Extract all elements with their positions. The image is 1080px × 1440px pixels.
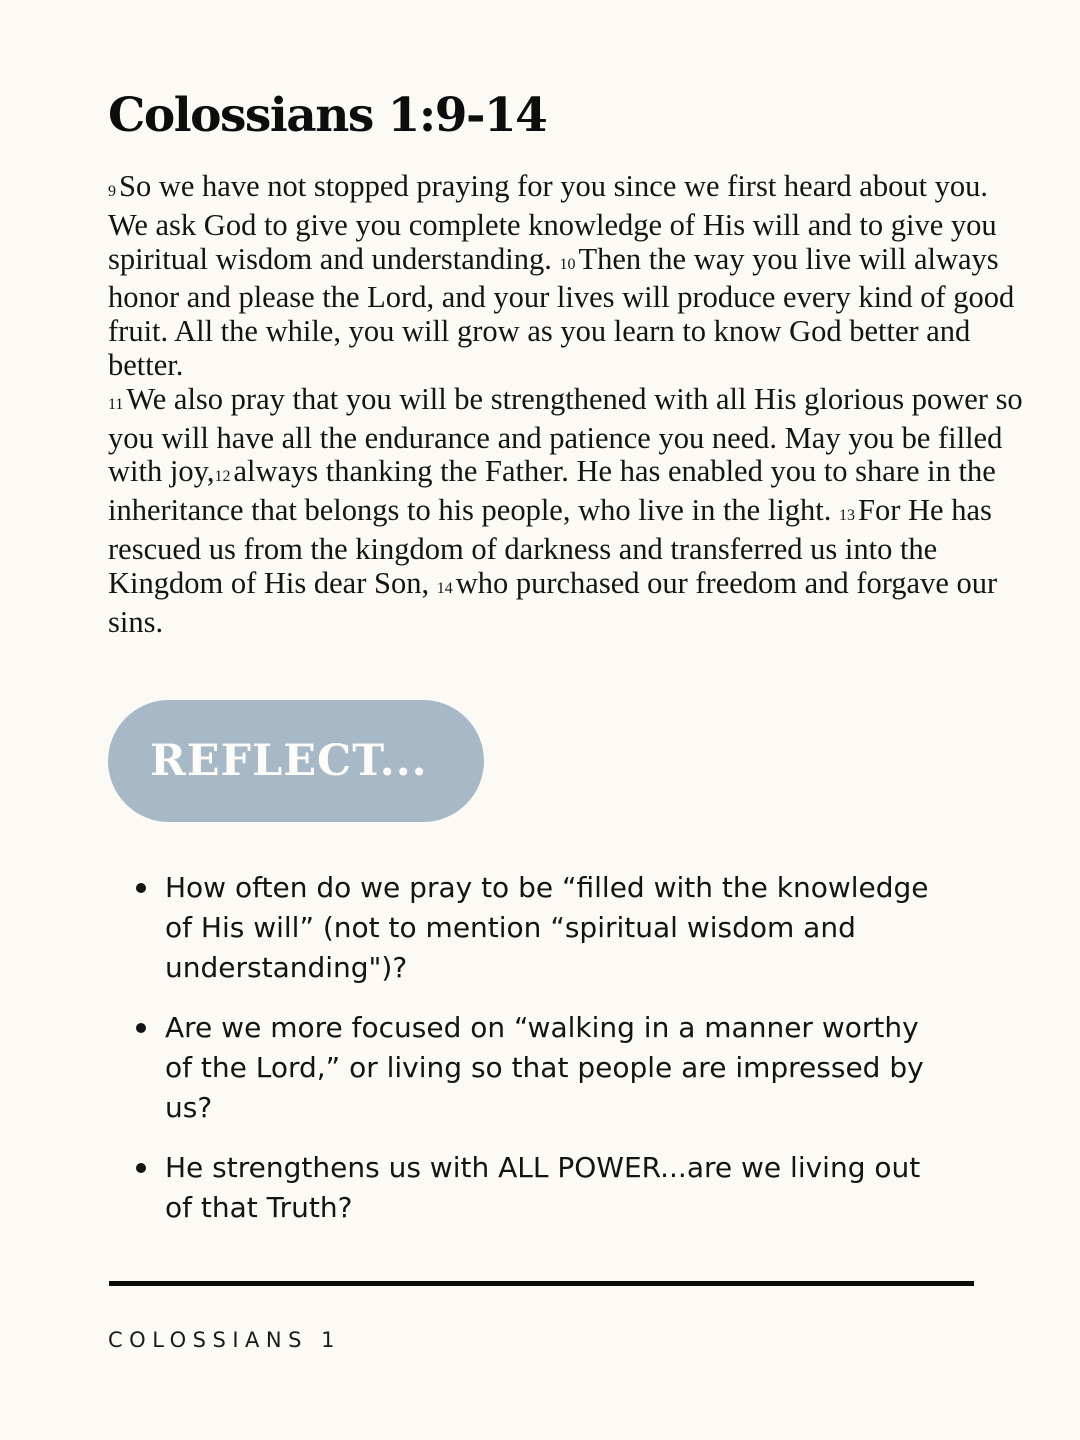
bullet-icon: [136, 883, 146, 893]
verse-number-14: 14: [436, 579, 453, 597]
list-item: [130, 1148, 940, 1228]
question-text: How often do we pray to be “filled with the knowledge of His will” (not to mention “spiritual wisdom and understanding")?: [165, 871, 929, 984]
list-item: [130, 1008, 940, 1128]
verse-11-text: We also pray that you will be strengthened with all His glorious power so you will have all the endurance and patience you need. May you be filled with joy,: [108, 381, 1023, 489]
reflect-label: REFLECT...: [150, 736, 428, 786]
verse-10-text: Then the way you live will always honor and please the Lord, and your lives will produce every kind of good fruit. All the while, you will grow as you learn to know God better and better.: [108, 241, 1015, 382]
list-item: [130, 868, 940, 988]
verse-14-text: who purchased our freedom and forgave our sins.: [108, 565, 998, 639]
divider: [109, 1281, 974, 1286]
verse-9-text: So we have not stopped praying for you since we first heard about you. We ask God to give you complete knowledge of His will and to give you spiritual wisdom and understanding.: [108, 169, 997, 276]
bullet-icon: [136, 1163, 146, 1173]
verse-13-text: For He has rescued us from the kingdom of darkness and transferred us into the Kingdom of His dear Son,: [108, 493, 992, 600]
verse-number-13: 13: [839, 507, 856, 525]
reflect-badge: [108, 700, 484, 822]
question-text: He strengthens us with ALL POWER...are we living out of that Truth?: [165, 1151, 921, 1224]
verse-number-12: 12: [214, 468, 231, 486]
verse-12-text: always thanking the Father. He has enabled you to share in the inheritance that belongs to his people, who live in the light.: [108, 454, 996, 528]
verse-number-11: 11: [108, 395, 124, 413]
reflection-questions-list: [130, 868, 940, 1248]
verse-number-9: 9: [108, 183, 116, 200]
verse-number-10: 10: [559, 255, 576, 273]
footer-label: COLOSSIANS 1: [108, 1328, 341, 1352]
page-title: Colossians 1:9-14: [108, 88, 547, 143]
question-text: Are we more focused on “walking in a manner worthy of the Lord,” or living so that people are impressed by us?: [165, 1011, 924, 1124]
scripture-passage: [108, 170, 1028, 639]
bullet-icon: [136, 1023, 146, 1033]
